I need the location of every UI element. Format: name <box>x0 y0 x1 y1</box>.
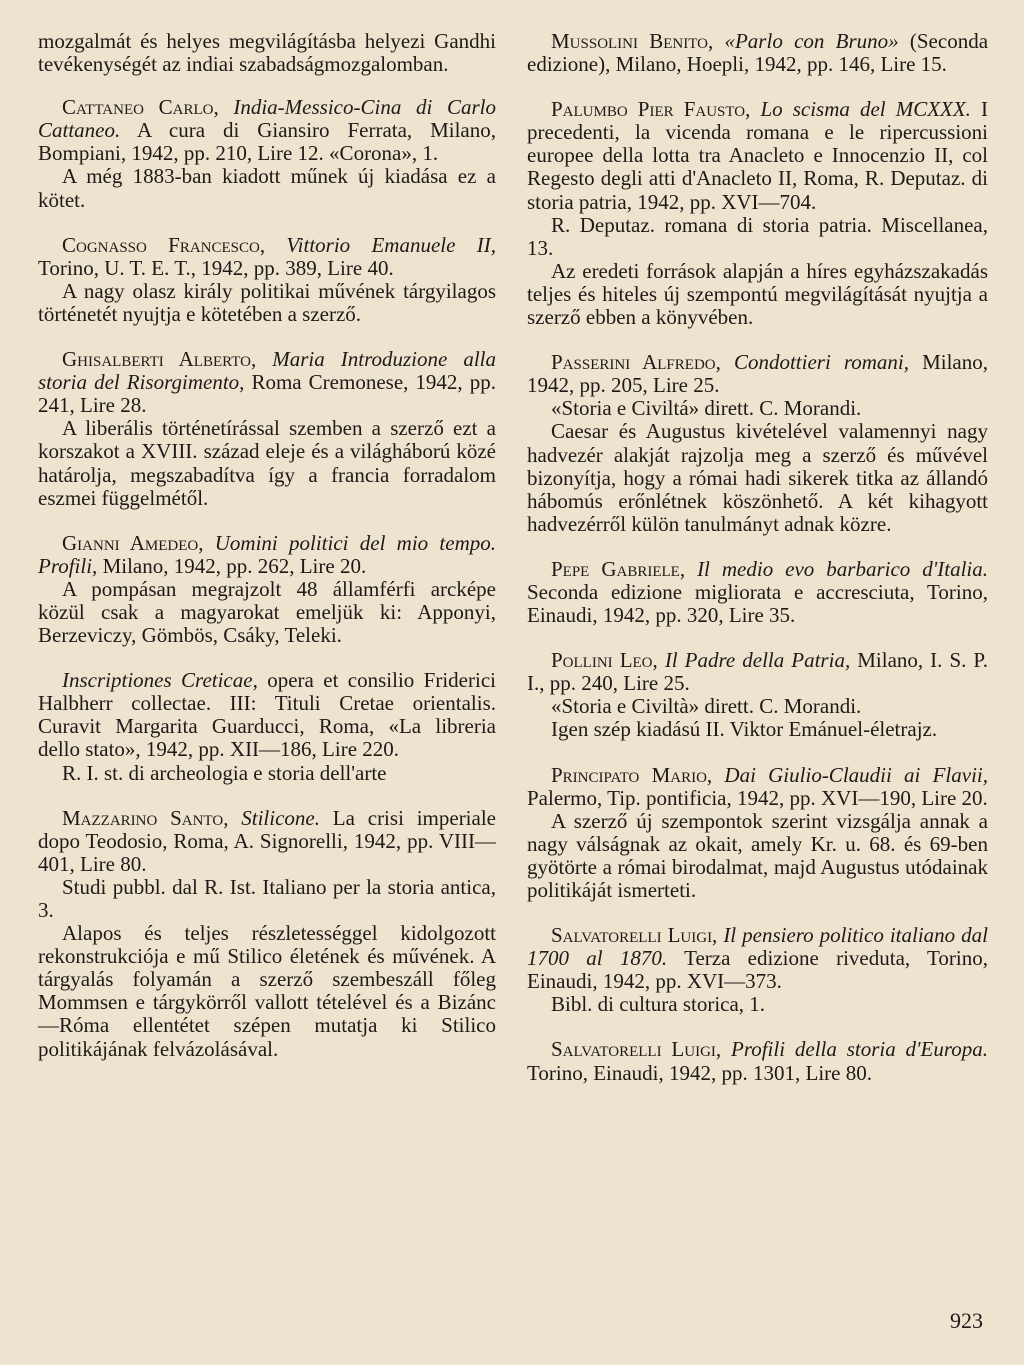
entry-series: «Storia e Civiltá» dirett. C. Morandi. <box>551 396 862 421</box>
entry-continuation <box>38 30 496 76</box>
entry-details: I precedenti, la vicenda romana e le ripercussioni europee della lotta tra Anacleto e Innocenzio II, col Regesto degli atti d'Anacleto II, Roma, R. Deputaz. di storia patria, 1942, pp. XVI—704. <box>527 97 989 214</box>
entry-citation <box>527 1038 988 1084</box>
entry-author: Mussolini Benito, <box>551 29 714 53</box>
entry-cattaneo <box>38 96 496 211</box>
entry-annotation: R. I. st. di archeologia e storia dell'arte <box>62 760 387 785</box>
entry-details: Seconda edizione migliorata e accresciuta, Torino, Einaudi, 1942, pp. 320, Lire 35. <box>527 579 988 628</box>
entry-details: La crisi imperiale dopo Teodosio, Roma, A. Signorelli, 1942, pp. VIII—401, Lire 80. <box>38 805 496 876</box>
entry-author: Cattaneo Carlo, <box>62 95 219 120</box>
entry-citation <box>527 558 988 627</box>
page-number: 923 <box>950 1308 983 1333</box>
entry-citation <box>527 924 988 993</box>
entry-ghisalberti <box>38 348 496 510</box>
left-column <box>38 30 496 1083</box>
entry-title: Dai Giulio-Claudii ai Flavii, <box>724 762 988 787</box>
entry-title: Maria Introduzione alla storia del Risorgimento, <box>38 347 496 395</box>
entry-citation <box>527 98 988 213</box>
entry-details: opera et consilio Friderici Halbherr collectae. III: Tituli Cretae orientalis. Curavit Margarita Guarducci, Roma, «La libreria dello stato», 1942, pp. XII—186, Lire 220. <box>38 668 496 762</box>
entry-annotation: Alapos és teljes részletességgel kidolgozott rekonstrukciója e mű Stilico életének és művének. A tárgyalás folyamán a szerző szembeszáll főleg Mommsen e tárgykörről vallott tételével és a Bizánc—Róma ellentétet szépen mutatja ki Stilico politikájának felvázolásával. <box>38 921 496 1061</box>
entry-author: Gianni Amedeo, <box>62 530 204 555</box>
entry-citation <box>38 532 496 578</box>
entry-pepe <box>527 558 988 627</box>
entry-inscriptiones <box>38 669 496 784</box>
entry-author: Pepe Gabriele, <box>551 556 686 581</box>
entry-details: Milano, 1942, pp. 262, Lire 20. <box>97 553 367 578</box>
entry-citation <box>527 351 988 397</box>
entry-author: Mazzarino Santo, <box>62 805 229 830</box>
entry-gianni <box>38 532 496 647</box>
entry-title: Vittorio Emanuele II, <box>286 232 496 257</box>
entry-title: Il pensiero politico italiano dal 1700 al 1870. <box>527 923 989 971</box>
entry-annotation: A még 1883-ban kiadott műnek új kiadása ez a kötet. <box>38 164 496 212</box>
entry-series: Studi pubbl. dal R. Ist. Italiano per la storia antica, 3. <box>38 874 496 922</box>
entry-title: Inscriptiones Creticae, <box>62 668 258 693</box>
entry-details: Roma Cremonese, 1942, pp. 241, Lire 28. <box>38 370 496 418</box>
entry-mazzarino <box>38 807 496 1061</box>
entry-series: Bibl. di cultura storica, 1. <box>551 992 766 1017</box>
entry-citation <box>38 669 496 761</box>
entry-author: Palumbo Pier Fausto, <box>551 97 751 122</box>
entry-author: Passerini Alfredo, <box>551 350 721 375</box>
entry-citation <box>527 764 988 810</box>
entry-annotation: Caesar és Augustus kivételével valamennyi nagy hadvezér alakját rajzolja meg a szerző és művével bizonyítja, hogy a római hadi sikerek titka az állandó hábomús erőnlétnek köszönhető. A két kihagyott hadvezérről külön tanulmányt adnak közre. <box>527 419 988 536</box>
entry-passerini <box>527 351 988 536</box>
entry-title: Il Padre della Patria, <box>664 648 851 673</box>
entry-series: «Storia e Civiltà» dirett. C. Morandi. <box>551 694 862 719</box>
entry-annotation: Az eredeti források alapján a híres egyházszakadás teljes és hiteles új szempontú megvilágítását nyujtja a szerző ebben a könyvében. <box>527 258 988 330</box>
entry-details: Torino, Einaudi, 1942, pp. 1301, Lire 80. <box>527 1060 872 1085</box>
entry-details: Palermo, Tip. pontificia, 1942, pp. XVI—190, Lire 20. <box>527 785 988 810</box>
entry-details: Torino, U. T. E. T., 1942, pp. 389, Lire 40. <box>38 255 394 280</box>
entry-citation <box>38 234 496 280</box>
entry-palumbo <box>527 98 988 329</box>
entry-citation <box>38 348 496 417</box>
entry-title: «Parlo con Bruno» <box>724 29 899 53</box>
entry-salvatorelli-2 <box>527 1038 988 1084</box>
entry-title: Profili della storia d'Europa. <box>731 1037 989 1062</box>
entry-title: Uomini politici del mio tempo. Profili, <box>38 530 496 578</box>
entry-author: Pollini Leo, <box>551 648 658 673</box>
entry-author: Salvatorelli Luigi, <box>551 923 718 948</box>
entry-details: Milano, 1942, pp. 205, Lire 25. <box>527 350 988 398</box>
entry-title: India-Messico-Cina di Carlo Cattaneo. <box>38 95 496 143</box>
entry-title: Lo scisma del MCXXX. <box>760 97 971 122</box>
entry-series: R. Deputaz. romana di storia patria. Miscellanea, 13. <box>527 212 988 260</box>
entry-pollini <box>527 649 988 741</box>
entry-salvatorelli-1 <box>527 924 988 1016</box>
entry-citation <box>38 96 496 165</box>
entry-details: (Seconda edizione), Milano, Hoepli, 1942, pp. 146, Lire 15. <box>527 29 989 77</box>
entry-details: Milano, I. S. P. I., pp. 240, Lire 25. <box>527 648 989 696</box>
entry-annotation: A nagy olasz király politikai művének tárgyilagos történetét nyujtja e kötetében a szerző. <box>38 278 496 326</box>
entry-title: Il medio evo barbarico d'Italia. <box>697 556 989 581</box>
entry-annotation: A szerző új szempontok szerint vizsgálja annak a nagy válságnak az okait, amely Kr. u. 68. és 69-ben gyötörte a római birodalmat, majd Augustus utódainak politikáját ismerteti. <box>527 808 988 902</box>
entry-details: A cura di Giansiro Ferrata, Milano, Bompiani, 1942, pp. 210, Lire 12. «Corona», 1. <box>38 118 496 166</box>
entry-text: mozgalmát és helyes megvilágításba helyezi Gandhi tevékenységét az indiai szabadságmozgalomban. <box>38 29 496 77</box>
entry-principato <box>527 764 988 903</box>
entry-cognasso <box>38 234 496 326</box>
right-column <box>527 30 988 1107</box>
entry-citation <box>527 649 988 695</box>
entry-annotation: A pompásan megrajzolt 48 államférfi arcképe közül csak a magyarokat emeljük ki: Apponyi, Berzeviczy, Gömbös, Csáky, Teleki. <box>38 576 496 648</box>
entry-title: Stilicone. <box>241 805 320 830</box>
entry-mussolini <box>527 30 988 76</box>
entry-title: Condottieri romani, <box>733 350 909 375</box>
entry-author: Salvatorelli Luigi, <box>551 1037 722 1062</box>
entry-author: Principato Mario, <box>551 762 713 787</box>
entry-annotation: A liberális történetírással szemben a szerző ezt a korszakot a XVIII. század eleje és a világháború közé határolja, megszabadítva így a francia forradalom eszmei függelmétől. <box>38 416 496 510</box>
entry-author: Cognasso Francesco, <box>62 232 266 257</box>
entry-citation <box>527 30 988 76</box>
entry-citation <box>38 807 496 876</box>
entry-details: Terza edizione riveduta, Torino, Einaudi, 1942, pp. XVI—373. <box>527 946 988 994</box>
entry-author: Ghisalberti Alberto, <box>62 347 257 372</box>
entry-annotation: Igen szép kiadású II. Viktor Emánuel-életrajz. <box>551 717 938 742</box>
